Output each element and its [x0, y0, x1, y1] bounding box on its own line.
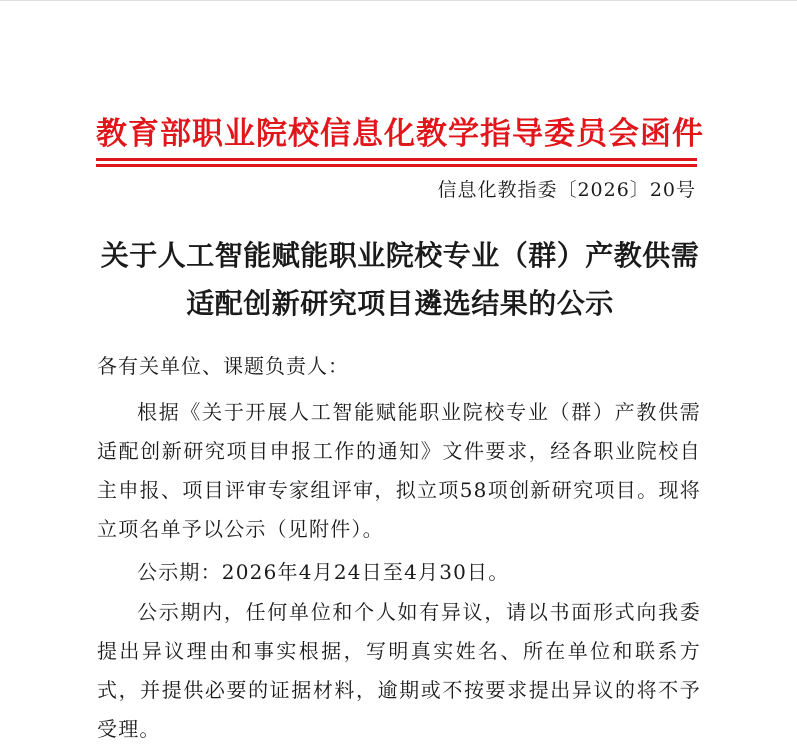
masthead-title: 教育部职业院校信息化教学指导委员会函件	[96, 116, 704, 152]
body-paragraph-basis: 根据《关于开展人工智能赋能职业院校专业（群）产教供需适配创新研究项目申报工作的通知》文件要求，经各职业院校自主申报、项目评审专家组评审，拟立项58项创新研究项目。现将立项名单予以公示（见附件）。	[97, 400, 701, 541]
document-title	[60, 232, 740, 328]
body-paragraph-period: 公示期：2026年4月24日至4月30日。	[137, 560, 510, 584]
masthead-rule-bottom	[96, 164, 697, 167]
masthead-rule-top	[96, 158, 697, 161]
body-paragraph-objection: 公示期内，任何单位和个人如有异议，请以书面形式向我委提出异议理由和事实根据，写明真实姓名、所在单位和联系方式，并提供必要的证据材料，逾期或不按要求提出异议的将不予受理。	[97, 600, 701, 741]
document-number: 信息化教指委〔2026〕20号	[437, 179, 696, 201]
title-line-1: 关于人工智能赋能职业院校专业（群）产教供需	[100, 239, 700, 272]
page-top-border	[0, 0, 797, 1]
title-line-2: 适配创新研究项目遴选结果的公示	[186, 287, 614, 320]
salutation: 各有关单位、课题负责人：	[97, 354, 349, 378]
